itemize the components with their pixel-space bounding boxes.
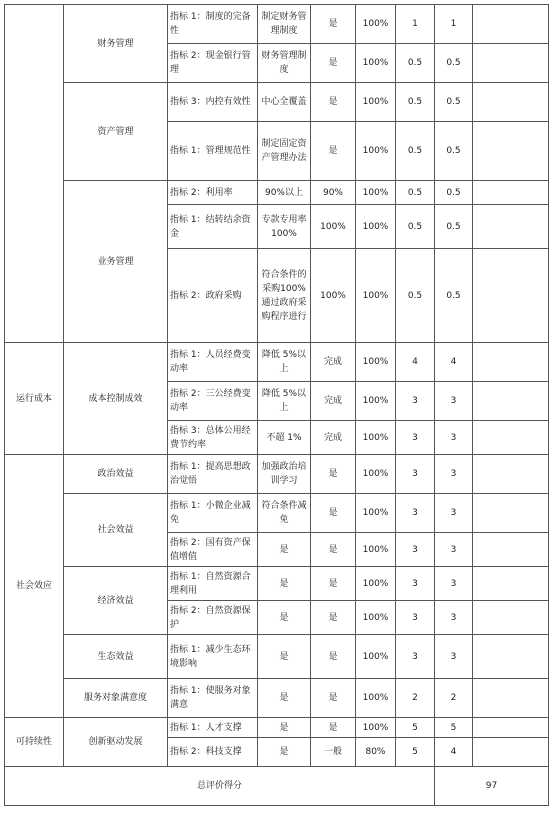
level1-cell: 运行成本: [5, 343, 64, 455]
table-row: [5, 567, 549, 601]
remark-cell: [473, 718, 549, 738]
completion-rate-cell: 100%: [356, 494, 396, 533]
actual-cell: 90%: [311, 181, 356, 205]
indicator-cell: 指标 1：结转结余资金: [168, 205, 258, 249]
target-cell: 不超 1%: [258, 421, 311, 455]
actual-cell: 是: [311, 635, 356, 679]
score-cell: 3: [435, 635, 473, 679]
completion-rate-cell: 100%: [356, 455, 396, 494]
weight-cell: 3: [396, 533, 435, 567]
remark-cell: [473, 343, 549, 382]
remark-cell: [473, 122, 549, 181]
target-cell: 制定财务管理制度: [258, 5, 311, 44]
indicator-cell: 指标 2：科技支撑: [168, 738, 258, 767]
remark-cell: [473, 421, 549, 455]
indicator-cell: 指标 1：使服务对象满意: [168, 679, 258, 718]
level2-cell: 财务管理: [64, 5, 168, 83]
score-cell: 0.5: [435, 122, 473, 181]
target-cell: 是: [258, 679, 311, 718]
actual-cell: 是: [311, 83, 356, 122]
score-cell: 3: [435, 455, 473, 494]
completion-rate-cell: 100%: [356, 382, 396, 421]
weight-cell: 0.5: [396, 181, 435, 205]
target-cell: 是: [258, 738, 311, 767]
remark-cell: [473, 249, 549, 343]
actual-cell: 完成: [311, 421, 356, 455]
actual-cell: 是: [311, 533, 356, 567]
actual-cell: 是: [311, 718, 356, 738]
actual-cell: 是: [311, 122, 356, 181]
actual-cell: 100%: [311, 249, 356, 343]
score-cell: 2: [435, 679, 473, 718]
indicator-cell: 指标 1：提高思想政治觉悟: [168, 455, 258, 494]
weight-cell: 3: [396, 601, 435, 635]
actual-cell: 是: [311, 455, 356, 494]
weight-cell: 3: [396, 567, 435, 601]
table-row: [5, 718, 549, 738]
indicator-cell: 指标 1：人才支撑: [168, 718, 258, 738]
level2-cell: 创新驱动发展: [64, 718, 168, 767]
completion-rate-cell: 100%: [356, 122, 396, 181]
remark-cell: [473, 494, 549, 533]
completion-rate-cell: 100%: [356, 635, 396, 679]
score-cell: 5: [435, 718, 473, 738]
score-cell: 3: [435, 601, 473, 635]
weight-cell: 0.5: [396, 249, 435, 343]
indicator-cell: 指标 1：自然资源合理利用: [168, 567, 258, 601]
table-row: [5, 455, 549, 494]
weight-cell: 5: [396, 718, 435, 738]
weight-cell: 3: [396, 382, 435, 421]
level1-cell: [5, 5, 64, 343]
level2-cell: 服务对象满意度: [64, 679, 168, 718]
remark-cell: [473, 738, 549, 767]
indicator-cell: 指标 2：利用率: [168, 181, 258, 205]
indicator-cell: 指标 1：制度的完备性: [168, 5, 258, 44]
actual-cell: 是: [311, 5, 356, 44]
indicator-cell: 指标 2：现金银行管理: [168, 44, 258, 83]
table-row: [5, 679, 549, 718]
indicator-cell: 指标 1：管理规范性: [168, 122, 258, 181]
completion-rate-cell: 100%: [356, 679, 396, 718]
score-cell: 0.5: [435, 44, 473, 83]
level2-cell: 社会效益: [64, 494, 168, 567]
remark-cell: [473, 83, 549, 122]
weight-cell: 0.5: [396, 44, 435, 83]
actual-cell: 100%: [311, 205, 356, 249]
total-score-label: 总评价得分: [5, 767, 435, 806]
target-cell: 降低 5%以上: [258, 382, 311, 421]
completion-rate-cell: 100%: [356, 5, 396, 44]
score-cell: 1: [435, 5, 473, 44]
indicator-cell: 指标 3：内控有效性: [168, 83, 258, 122]
remark-cell: [473, 44, 549, 83]
score-cell: 0.5: [435, 205, 473, 249]
weight-cell: 2: [396, 679, 435, 718]
completion-rate-cell: 100%: [356, 421, 396, 455]
table-row: [5, 5, 549, 44]
actual-cell: 是: [311, 679, 356, 718]
weight-cell: 4: [396, 343, 435, 382]
target-cell: 财务管理制度: [258, 44, 311, 83]
weight-cell: 0.5: [396, 122, 435, 181]
actual-cell: 完成: [311, 382, 356, 421]
target-cell: 中心全覆盖: [258, 83, 311, 122]
table-row: [5, 181, 549, 205]
level2-cell: 成本控制成效: [64, 343, 168, 455]
level1-cell: 可持续性: [5, 718, 64, 767]
completion-rate-cell: 100%: [356, 601, 396, 635]
completion-rate-cell: 100%: [356, 343, 396, 382]
score-cell: 0.5: [435, 181, 473, 205]
target-cell: 是: [258, 533, 311, 567]
actual-cell: 一般: [311, 738, 356, 767]
indicator-cell: 指标 3：总体公用经费节约率: [168, 421, 258, 455]
remark-cell: [473, 533, 549, 567]
level1-cell: 社会效应: [5, 455, 64, 718]
weight-cell: 3: [396, 494, 435, 533]
actual-cell: 是: [311, 44, 356, 83]
score-cell: 4: [435, 738, 473, 767]
weight-cell: 0.5: [396, 205, 435, 249]
indicator-cell: 指标 1：小微企业减免: [168, 494, 258, 533]
remark-cell: [473, 601, 549, 635]
remark-cell: [473, 567, 549, 601]
actual-cell: 是: [311, 494, 356, 533]
target-cell: 是: [258, 601, 311, 635]
level2-cell: 资产管理: [64, 83, 168, 181]
score-cell: 3: [435, 533, 473, 567]
table-row: [5, 83, 549, 122]
completion-rate-cell: 100%: [356, 567, 396, 601]
completion-rate-cell: 100%: [356, 83, 396, 122]
remark-cell: [473, 181, 549, 205]
target-cell: 是: [258, 635, 311, 679]
weight-cell: 3: [396, 421, 435, 455]
target-cell: 专款专用率 100%: [258, 205, 311, 249]
indicator-cell: 指标 2：政府采购: [168, 249, 258, 343]
level2-cell: 政治效益: [64, 455, 168, 494]
table-row: [5, 635, 549, 679]
actual-cell: 是: [311, 567, 356, 601]
weight-cell: 1: [396, 5, 435, 44]
total-score-value: 97: [435, 767, 549, 806]
level2-cell: 经济效益: [64, 567, 168, 635]
remark-cell: [473, 679, 549, 718]
remark-cell: [473, 455, 549, 494]
table-row: [5, 494, 549, 533]
level2-cell: 业务管理: [64, 181, 168, 343]
target-cell: 符合条件减免: [258, 494, 311, 533]
score-cell: 4: [435, 343, 473, 382]
total-row: [5, 767, 549, 806]
completion-rate-cell: 100%: [356, 533, 396, 567]
remark-cell: [473, 205, 549, 249]
target-cell: 是: [258, 567, 311, 601]
remark-cell: [473, 382, 549, 421]
score-cell: 0.5: [435, 83, 473, 122]
performance-evaluation-table: [4, 4, 549, 806]
score-cell: 0.5: [435, 249, 473, 343]
weight-cell: 3: [396, 455, 435, 494]
table-row: [5, 343, 549, 382]
level2-cell: 生态效益: [64, 635, 168, 679]
weight-cell: 3: [396, 635, 435, 679]
indicator-cell: 指标 2：国有资产保值增值: [168, 533, 258, 567]
weight-cell: 5: [396, 738, 435, 767]
actual-cell: 是: [311, 601, 356, 635]
completion-rate-cell: 100%: [356, 205, 396, 249]
target-cell: 90%以上: [258, 181, 311, 205]
indicator-cell: 指标 2：三公经费变动率: [168, 382, 258, 421]
score-cell: 3: [435, 382, 473, 421]
completion-rate-cell: 100%: [356, 249, 396, 343]
indicator-cell: 指标 1：人员经费变动率: [168, 343, 258, 382]
target-cell: 制定固定资产管理办法: [258, 122, 311, 181]
score-cell: 3: [435, 421, 473, 455]
target-cell: 符合条件的采购100%通过政府采购程序进行: [258, 249, 311, 343]
remark-cell: [473, 5, 549, 44]
indicator-cell: 指标 2：自然资源保护: [168, 601, 258, 635]
target-cell: 降低 5%以上: [258, 343, 311, 382]
actual-cell: 完成: [311, 343, 356, 382]
completion-rate-cell: 100%: [356, 181, 396, 205]
completion-rate-cell: 100%: [356, 718, 396, 738]
weight-cell: 0.5: [396, 83, 435, 122]
indicator-cell: 指标 1：减少生态环境影响: [168, 635, 258, 679]
score-cell: 3: [435, 494, 473, 533]
remark-cell: [473, 635, 549, 679]
score-cell: 3: [435, 567, 473, 601]
target-cell: 是: [258, 718, 311, 738]
completion-rate-cell: 100%: [356, 44, 396, 83]
target-cell: 加强政治培训学习: [258, 455, 311, 494]
completion-rate-cell: 80%: [356, 738, 396, 767]
